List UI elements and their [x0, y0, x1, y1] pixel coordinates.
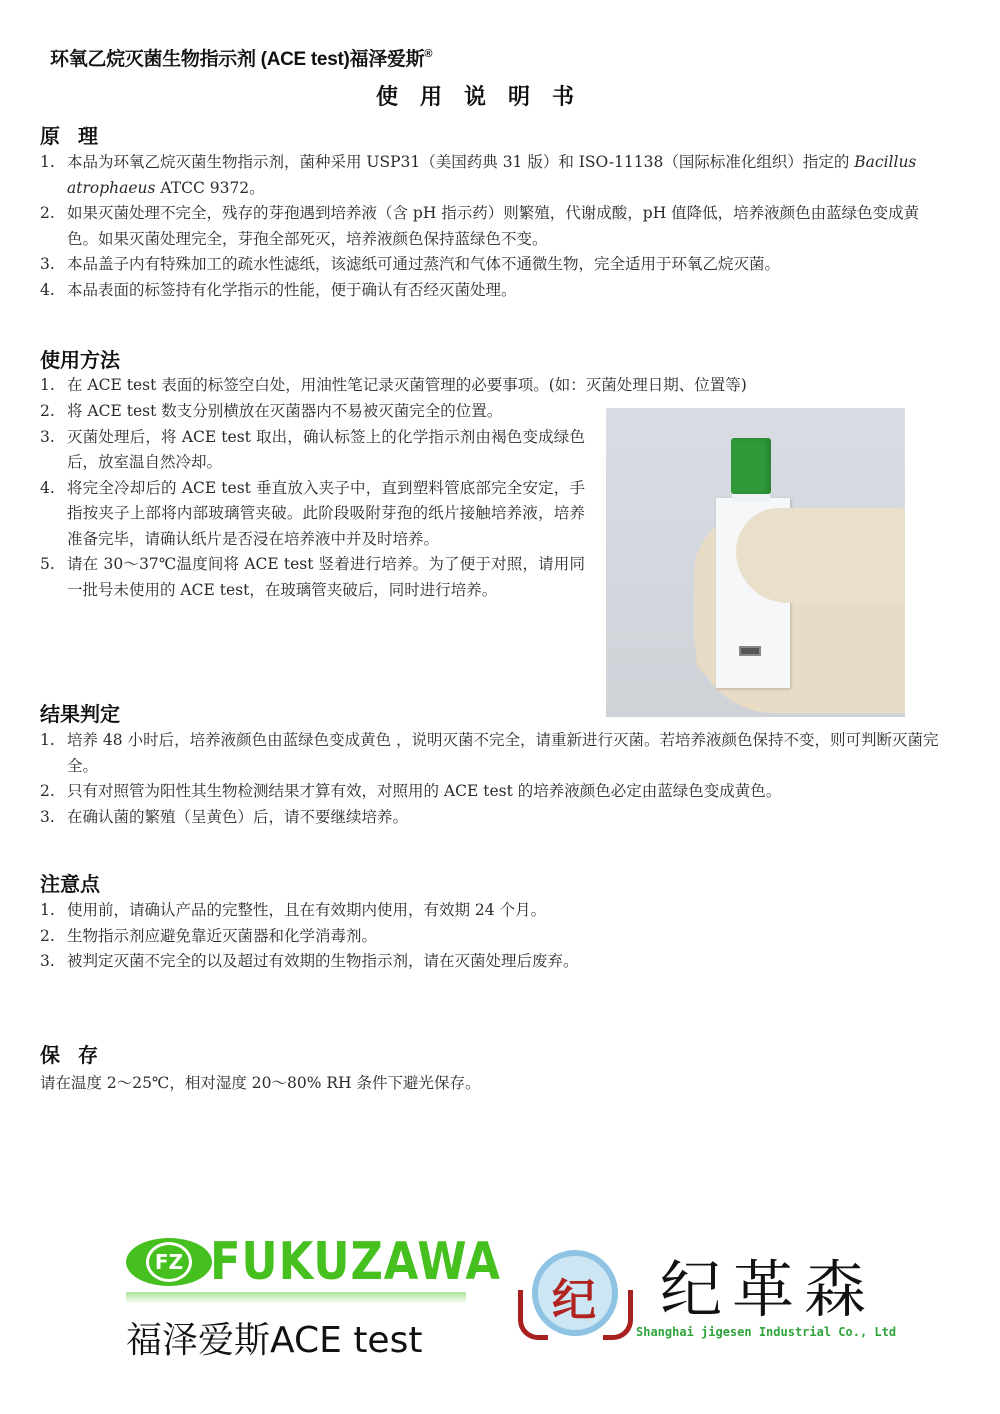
item-number: 2. — [40, 782, 55, 800]
item-text: 使用前，请确认产品的完整性，且在有效期内使用，有效期 24 个月。 — [67, 901, 547, 919]
item-number: 2. — [40, 926, 55, 945]
item-number: 3. — [40, 255, 55, 273]
emblem-glyph: 纪 — [552, 1275, 596, 1326]
item-text: 灭菌处理后，将 ACE test 取出，确认标签上的化学指示剂由褐色变成绿色后，放室温自然冷却。 — [67, 427, 585, 471]
list-item — [40, 552, 585, 603]
item-text: 请在 30～37℃温度间将 ACE test 竖着进行培养。为了便于对照，请用同一批号未使用的 ACE test，在玻璃管夹破后，同时进行培养。 — [67, 555, 585, 599]
item-number: 1. — [40, 376, 55, 394]
section-heading-storage: 保存 — [40, 1043, 116, 1067]
jigesen-emblem-icon — [518, 1246, 633, 1354]
item-number: 1. — [40, 731, 55, 749]
list-item — [40, 476, 585, 553]
item-text-part: 本品为环氧乙烷灭菌生物指示剂，菌种采用 USP31（美国药典 31 版）和 ISO-11138（国际标准化组织）指定的 — [67, 153, 855, 171]
list-item — [40, 728, 950, 779]
section-heading-principle: 原理 — [40, 124, 116, 148]
usage-first-item — [40, 373, 950, 399]
list-item — [40, 150, 950, 201]
item-text: 在 ACE test 表面的标签空白处，用油性笔记录灭菌管理的必要事项。(如：灭菌处理日期、位置等) — [67, 376, 747, 394]
item-number: 1. — [40, 901, 55, 919]
item-number: 3. — [40, 952, 55, 970]
item-text — [67, 150, 950, 201]
result-list — [40, 728, 950, 830]
item-number: 4. — [40, 478, 55, 497]
document-title — [50, 44, 432, 71]
list-item — [40, 949, 950, 975]
list-item — [40, 898, 950, 924]
list-item — [40, 399, 585, 425]
fukuzawa-logo — [126, 1232, 501, 1362]
item-number: 1. — [40, 153, 55, 171]
registered-mark: ® — [424, 48, 433, 60]
item-number: 2. — [40, 402, 55, 420]
fukuzawa-product-name: 福泽爱斯ACE test — [126, 1320, 423, 1361]
fz-emblem-icon — [126, 1238, 212, 1286]
list-item — [40, 425, 585, 476]
gloved-thumb — [736, 508, 905, 603]
jigesen-name: 纪革森 — [660, 1253, 877, 1326]
item-text: 只有对照管为阳性其生物检测结果才算有效，对照用的 ACE test 的培养液颜色必定由蓝绿色变成黄色。 — [67, 782, 782, 800]
list-item — [40, 779, 950, 805]
product-photo — [606, 408, 905, 717]
item-number: 3. — [40, 807, 55, 826]
item-text: 如果灭菌处理不完全，残存的芽孢遇到培养液（含 pH 指示药）则繁殖，代谢成酸，pH 值降低，培养液颜色由蓝绿色变成黄色。如果灭菌处理完全，芽孢全部死灭，培养液颜色保持蓝绿色不变。 — [67, 204, 920, 248]
item-text: 将 ACE test 数支分别横放在灭菌器内不易被灭菌完全的位置。 — [67, 402, 503, 420]
logo-reflection — [126, 1292, 466, 1304]
item-text: 被判定灭菌不完全的以及超过有效期的生物指示剂，请在灭菌处理后废弃。 — [67, 952, 579, 970]
list-item — [40, 278, 950, 304]
item-text: 本品盖子内有特殊加工的疏水性滤纸，该滤纸可通过蒸汽和气体不通微生物，完全适用于环氧乙烷灭菌。 — [67, 255, 781, 273]
section-heading-notes: 注意点 — [40, 872, 100, 896]
section-heading-usage: 使用方法 — [40, 348, 120, 372]
list-item — [40, 201, 950, 252]
principle-list — [40, 150, 950, 303]
item-number: 3. — [40, 427, 55, 446]
item-text: 生物指示剂应避免靠近灭菌器和化学消毒剂。 — [67, 926, 378, 945]
title-text: 环氧乙烷灭菌生物指示剂 (ACE test)福泽爱斯 — [50, 49, 425, 70]
jigesen-english-name: Shanghai jigesen Industrial Co., Ltd — [636, 1325, 897, 1339]
viewing-window — [739, 646, 761, 656]
tube-neck — [732, 494, 770, 502]
list-item — [40, 805, 950, 831]
item-number: 4. — [40, 280, 55, 299]
section-heading-result: 结果判定 — [40, 702, 120, 726]
item-text: 在确认菌的繁殖（呈黄色）后，请不要继续培养。 — [67, 807, 409, 826]
item-number: 2. — [40, 204, 55, 222]
item-text: 将完全冷却后的 ACE test 垂直放入夹子中，直到塑料管底部完全安定，手指按夹子上部将内部玻璃管夹破。此阶段吸附芽孢的纸片接触培养液，培养准备完毕，请确认纸片是否浸在培养液中并及时培养。 — [67, 478, 585, 548]
fukuzawa-wordmark: FUKUZAWA — [210, 1232, 501, 1292]
species-name: Bacillus atrophaeus — [67, 153, 917, 197]
usage-list — [40, 399, 585, 603]
list-item — [40, 252, 950, 278]
green-cap — [731, 438, 771, 494]
item-text: 培养 48 小时后，培养液颜色由蓝绿色变成黄色 ，说明灭菌不完全，请重新进行灭菌。若培养液颜色保持不变，则可判断灭菌完全。 — [67, 731, 939, 775]
item-text: 本品表面的标签持有化学指示的性能，便于确认有否经灭菌处理。 — [67, 280, 517, 299]
notes-list — [40, 898, 950, 975]
fz-emblem-text: FZ — [146, 1242, 192, 1282]
document-subtitle: 使用说明书 — [376, 85, 597, 110]
storage-text: 请在温度 2～25℃，相对湿度 20～80% RH 条件下避光保存。 — [40, 1074, 481, 1092]
list-item — [40, 373, 950, 399]
item-text-part: ATCC 9372。 — [155, 178, 265, 197]
list-item — [40, 924, 950, 950]
item-number: 5. — [40, 555, 55, 573]
